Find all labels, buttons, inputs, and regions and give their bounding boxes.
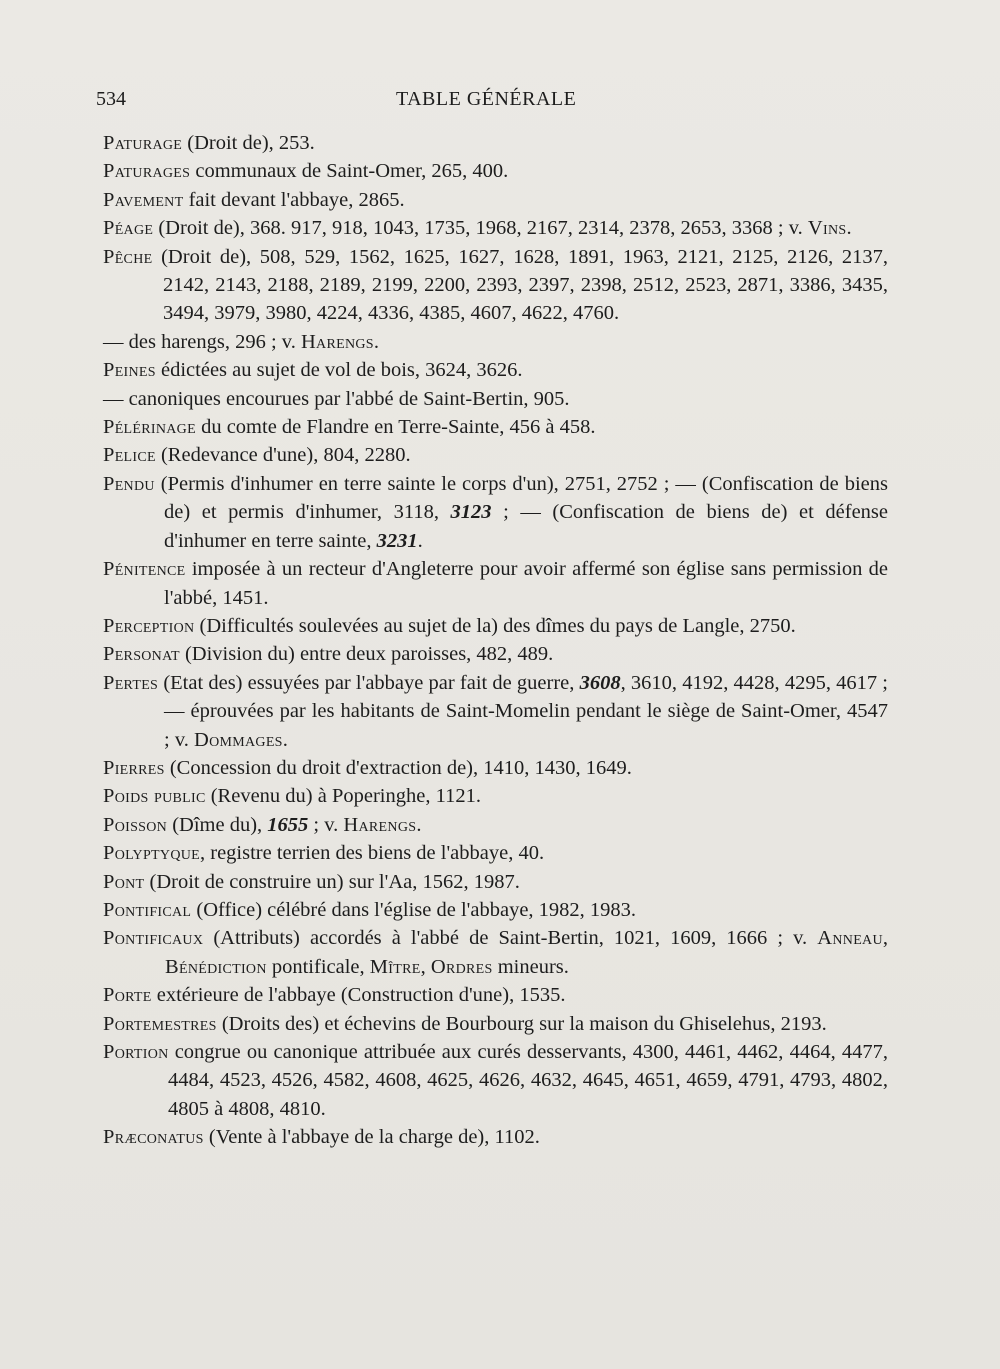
entry-text: des harengs, 296 ; v. [123, 330, 301, 353]
entry-headword: Pavement [103, 188, 184, 211]
index-entry [0, 441, 888, 469]
entry-text: du comte de Flandre en Terre-Sainte, 456 à 458. [195, 416, 596, 439]
entry-headword: Pêche [103, 245, 153, 268]
entry-headword: Pontificaux [103, 927, 204, 950]
index-entry [0, 754, 888, 782]
entry-text: (Dîme du), [167, 813, 268, 836]
entry-headword: Pierres [103, 756, 165, 779]
entry-text-mid: pontificale, [266, 955, 370, 978]
entry-italic-number: 3608 [579, 671, 621, 694]
entry-dash: — [103, 387, 124, 410]
entry-text: (Droit de construire un) sur l'Aa, 1562, 1987. [144, 870, 520, 893]
entry-headword: Péage [103, 217, 154, 240]
entry-text: (Droit de), 368. 917, 918, 1043, 1735, 1968, 2167, 2314, 2378, 2653, 3368 ; v. [153, 217, 808, 240]
entry-headword: Portion [103, 1041, 169, 1063]
entry-headword: Poisson [103, 813, 168, 836]
entry-crossref: Bénédiction [165, 955, 267, 978]
entry-text: (Redevance d'une), 804, 2280. [155, 444, 411, 467]
running-title: TABLE GÉNÉRALE [396, 88, 577, 110]
entry-text: imposée à un recteur d'Angleterre pour avoir affermé son église sans permission de l'abbé, 1451. [164, 558, 888, 609]
entry-text: (Droit de), 508, 529, 1562, 1625, 1627, 1628, 1891, 1963, 2121, 2125, 2126, 2137, 2142, 2143, 2188, 2189, 2199, 2200, 2393, 2397, 2398, 2512, 2523, 2871, 3386, 3435, 3494, 3979, 3980, 4224, 4336, 4385, 4607, 4622, 4760. [152, 245, 888, 325]
index-entry [0, 868, 888, 896]
entry-text: (Difficultés soulevées au sujet de la) des dîmes du pays de Langle, 2750. [194, 614, 796, 637]
entry-headword: Personat [103, 643, 180, 666]
entry-text-mid: , [420, 955, 431, 978]
entry-text: (Permis d'inhumer en terre sainte le corps d'un), 2751, 2752 ; — (Confiscation de biens de) et permis d'inhumer, 3118, [154, 472, 888, 524]
index-entry [0, 413, 888, 441]
index-entry [0, 1123, 888, 1151]
entry-text: , registre terrien des biens de l'abbaye, 40. [200, 842, 545, 865]
entry-headword: Pont [103, 870, 145, 893]
index-entry [0, 981, 888, 1009]
entry-text: extérieure de l'abbaye (Construction d'une), 1535. [151, 984, 566, 1007]
entry-headword: Porte [103, 984, 152, 1007]
entry-text-mid: ; — (Confiscation de biens de) et défense d'inhumer en terre sainte, [164, 501, 888, 552]
entry-italic-number: 3231 [376, 529, 418, 552]
index-entry [0, 811, 888, 839]
entry-headword: Pontifical [103, 898, 192, 921]
entry-text: canoniques encourues par l'abbé de Saint-Bertin, 905. [123, 387, 570, 410]
entry-text: fait devant l'abbaye, 2865. [183, 188, 405, 211]
entry-crossref: Vins [807, 217, 847, 240]
entry-crossref: Harengs [300, 330, 374, 353]
entry-headword: Poids public [103, 785, 206, 808]
index-entry [0, 612, 888, 640]
entry-text: (Revenu du) à Poperinghe, 1121. [205, 785, 481, 808]
entry-dash: — [103, 330, 124, 353]
index-entry [0, 157, 888, 185]
entry-headword: Pénitence [103, 558, 186, 581]
index-entry [0, 129, 888, 157]
entry-text-mid: , 3610, 4192, 4428, 4295, 4617 ; — éprouvées par les habitants de Saint-Momelin pendant le siège de Saint-Omer, 4547 ; v. [164, 671, 888, 751]
index-entries [0, 129, 1000, 1152]
entry-headword: Peines [103, 359, 156, 382]
index-entry [0, 1010, 888, 1038]
index-entry [0, 839, 888, 867]
entry-tail: . [846, 217, 852, 240]
entry-crossref: Ordres [430, 955, 493, 978]
entry-text: (Vente à l'abbaye de la charge de), 1102. [203, 1126, 540, 1149]
entry-headword: Perception [103, 614, 195, 637]
entry-text-mid: ; v. [308, 813, 344, 836]
entry-text: (Droit de), 253. [182, 132, 315, 154]
entry-italic-number: 3123 [450, 501, 492, 524]
entry-text: communaux de Saint-Omer, 265, 400. [190, 160, 509, 183]
entry-crossref: Mître [369, 955, 421, 978]
index-entry [0, 243, 888, 328]
entry-text: (Concession du droit d'extraction de), 1410, 1430, 1649. [164, 756, 632, 779]
page-number: 534 [96, 88, 126, 110]
index-entry [0, 555, 888, 612]
entry-headword: Portemestres [103, 1012, 217, 1035]
entry-crossref: Harengs [343, 813, 417, 836]
entry-text: (Etat des) essuyées par l'abbaye par fait de guerre, [158, 671, 580, 694]
index-entry [0, 669, 888, 754]
entry-text: (Division du) entre deux paroisses, 482, 489. [179, 643, 554, 666]
entry-italic-number: 1655 [267, 813, 309, 836]
index-entry [0, 896, 888, 924]
entry-headword: Polyptyque [103, 842, 200, 865]
entry-headword: Pendu [103, 472, 155, 495]
index-entry [0, 186, 888, 214]
entry-headword: Præconatus [103, 1126, 204, 1149]
entry-text: congrue ou canonique attribuée aux curés desservants, 4300, 4461, 4462, 4464, 4477, 4484, 4523, 4526, 4582, 4608, 4625, 4626, 4632, 4645, 4651, 4659, 4791, 4793, 4802, 4805 à 4808, 4810. [168, 1041, 888, 1120]
entry-text: (Office) célébré dans l'église de l'abbaye, 1982, 1983. [191, 898, 637, 921]
entry-headword: Pertes [103, 671, 159, 694]
index-entry [0, 924, 888, 981]
entry-text: édictées au sujet de vol de bois, 3624, 3626. [155, 359, 523, 382]
index-entry [0, 356, 888, 384]
entry-headword: Paturages [103, 160, 191, 183]
entry-text: (Droits des) et échevins de Bourbourg sur la maison du Ghiselehus, 2193. [216, 1012, 827, 1035]
index-entry [0, 470, 888, 555]
entry-tail: mineurs. [492, 955, 569, 978]
index-entry [0, 1038, 888, 1123]
entry-text: (Attributs) accordés à l'abbé de Saint-Bertin, 1021, 1609, 1666 ; v. [203, 927, 818, 950]
entry-headword: Paturage [103, 132, 183, 154]
index-entry [0, 214, 888, 242]
entry-crossref: Anneau [817, 927, 883, 950]
entry-tail: . [282, 728, 288, 751]
entry-tail: . [417, 529, 423, 552]
page-header [96, 88, 916, 116]
entry-tail: . [416, 813, 422, 836]
entry-crossref: Dommages [194, 728, 283, 751]
entry-text-mid: , [882, 927, 888, 950]
index-entry [0, 385, 888, 413]
entry-tail: . [373, 330, 379, 353]
index-entry [0, 782, 888, 810]
entry-headword: Pélérinage [103, 416, 196, 439]
entry-headword: Pelice [103, 444, 156, 467]
index-entry [0, 640, 888, 668]
index-entry [0, 328, 888, 356]
